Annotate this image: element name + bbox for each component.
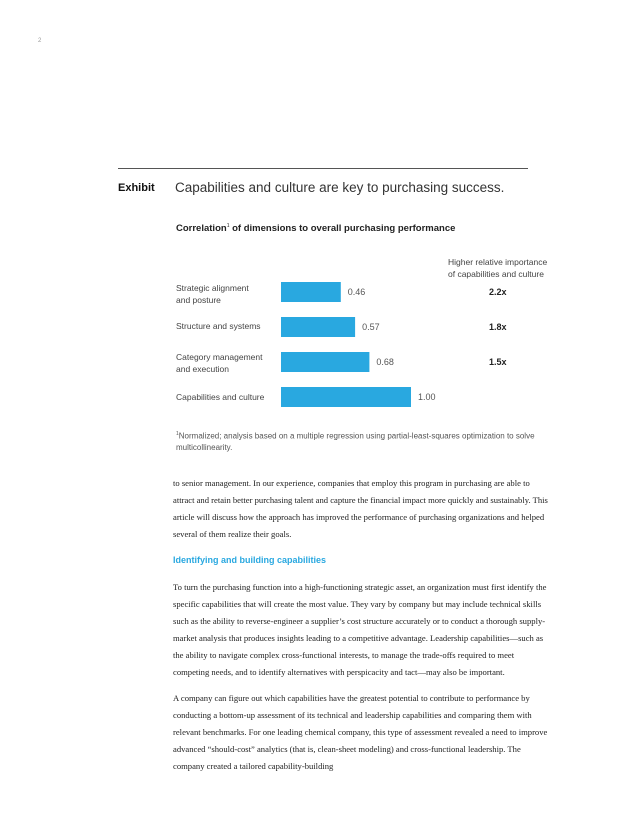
bar-value-label: 0.46 [347, 287, 366, 297]
bar-category-management [281, 352, 369, 372]
body-paragraph-2: To turn the purchasing function into a high-functioning strategic asset, an organization must first identify the specific capabilities that will create the most value. They vary by company but may include technical skills such as the ability to reverse-engineer a supplier’s cost structure accurately or to conduct a thorough supply-market analysis that produces insights leading to a competitive advantage. Leadership capabilities—such as the ability to navigate complex cross-functional interests, to manage the trade-offs required to meet competing needs, and to identify alternatives with perspicacity and tact—may also be important. [173, 582, 547, 677]
chart-subtitle-main: Correlation [176, 223, 227, 235]
bar-label-line2: and execution [176, 363, 229, 374]
relative-importance-label: 1.5x [489, 357, 507, 367]
exhibit-label: Exhibit [118, 182, 155, 194]
article-body [173, 475, 548, 784]
bar-label-line1: Category management [176, 352, 263, 362]
exhibit-title: Capabilities and culture are key to purchasing success. [175, 180, 505, 195]
chart-subtitle-rest: of dimensions to overall purchasing performance [229, 223, 456, 235]
bar-label-line1: Strategic alignment [176, 283, 249, 293]
bar-strategic-alignment [281, 282, 341, 302]
bar-label-line1: Structure and systems [176, 321, 261, 331]
footnote-text: Normalized; analysis based on a multiple regression using partial-least-squares optimization to solve multicollinearity. [176, 431, 535, 452]
chart-subtitle-footnote-marker: 1 [226, 223, 230, 229]
bar-label-line2: and posture [176, 294, 221, 305]
importance-header-line2: of capabilities and culture [448, 269, 544, 279]
chart-footnote [176, 429, 556, 453]
footnote-marker: 1 [176, 431, 179, 437]
bar-value-label: 0.68 [376, 357, 394, 367]
page-number: 2 [38, 38, 42, 44]
bar-value-label: 0.57 [362, 322, 380, 332]
relative-importance-label: 1.8x [489, 322, 507, 332]
body-paragraph-1: to senior management. In our experience, companies that employ this program in purchasing are able to attract and retain better purchasing talent and capture the financial impact more quickly and sustainably. This article will discuss how the approach has improved the performance of purchasing organizations and helped several of them realize their goals. [173, 478, 548, 539]
bar-value-label: 1.00 [418, 392, 436, 402]
relative-importance-label: 2.2x [489, 287, 507, 297]
section-heading: Identifying and building capabilities [173, 555, 327, 565]
importance-header-line1: Higher relative importance [448, 257, 548, 267]
bar-structure-systems [281, 317, 355, 337]
body-paragraph-3: A company can figure out which capabilities have the greatest potential to contribute to performance by conducting a bottom-up assessment of its technical and leadership capabilities and comparing them with relevant benchmarks. For one leading chemical company, this type of assessment revealed a need to improve advanced “should-cost” analytics (that is, clean-sheet modeling) and cross-functional leadership. The company created a tailored capability-building [173, 693, 548, 771]
bar-label-line1: Capabilities and culture [176, 392, 265, 402]
bar-capabilities-culture [281, 387, 411, 407]
